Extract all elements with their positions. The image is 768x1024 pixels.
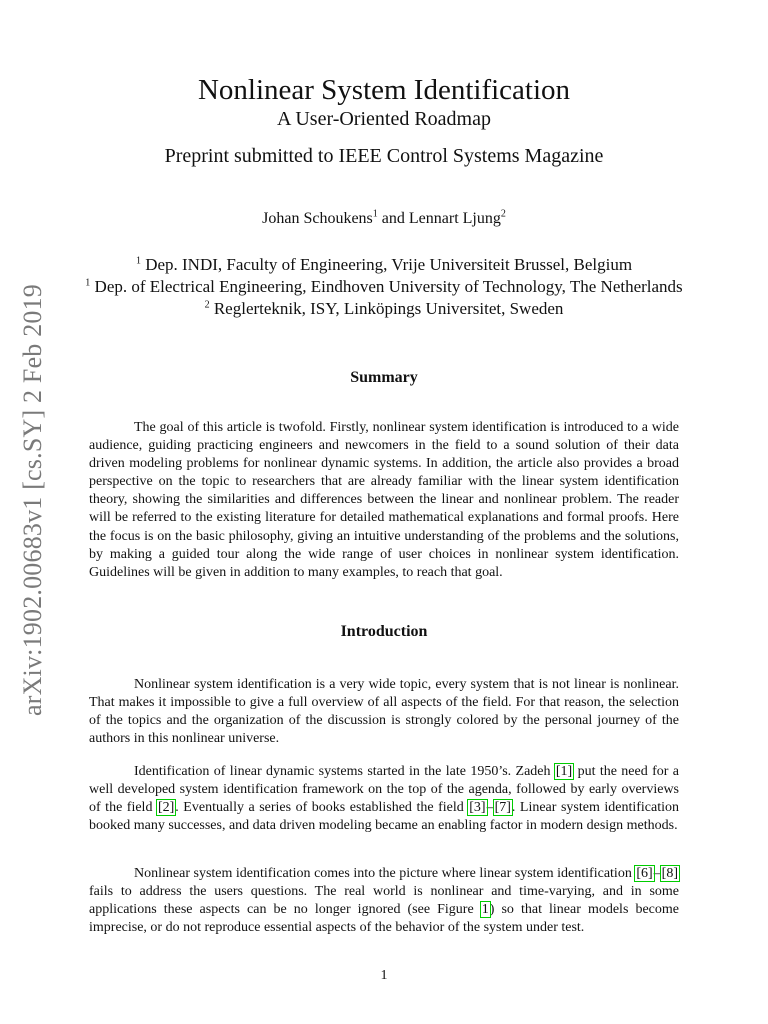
paragraph-text: Identification of linear dynamic systems started in the late 1950’s. Zadeh bbox=[134, 764, 555, 779]
intro-paragraph: Nonlinear system identification is a very wide topic, every system that is not linear is nonlinear. That makes it impossible to give a full overview of all aspects of the field. For that reason, the selection of the topics and the organization of the discussion is strongly colored by the personal journey of the authors in this nonlinear universe. bbox=[89, 677, 679, 747]
author-name: Johan Schoukens bbox=[262, 210, 373, 227]
affiliation-marker: 1 bbox=[135, 255, 141, 267]
preprint-note: Preprint submitted to IEEE Control Systems Magazine bbox=[164, 145, 604, 167]
arxiv-identifier: arXiv:1902.00683v1 [cs.SY] 2 Feb 2019 bbox=[18, 283, 47, 717]
introduction-heading: Introduction bbox=[340, 623, 428, 640]
intro-paragraph bbox=[89, 763, 679, 835]
summary-heading: Summary bbox=[350, 369, 418, 386]
page-number: 1 bbox=[380, 968, 388, 983]
figure-reference-link[interactable]: 1 bbox=[481, 902, 489, 918]
citation-link[interactable]: [6] bbox=[636, 866, 653, 881]
paper-subtitle: A User-Oriented Roadmap bbox=[277, 108, 491, 130]
author-connector: and bbox=[377, 210, 409, 227]
affiliation-text: Reglerteknik, ISY, Linköpings Universitet, Sweden bbox=[209, 299, 564, 318]
affiliation bbox=[0, 277, 768, 297]
citation-link[interactable]: [1] bbox=[555, 764, 573, 779]
paragraph-text: – bbox=[653, 866, 661, 881]
paragraph-text: put the need for a well developed system identification framework on the top of the agenda, followed by early overviews of the field bbox=[89, 764, 679, 816]
citation-link[interactable]: [7] bbox=[494, 800, 511, 816]
affiliation-marker: 1 bbox=[372, 208, 378, 220]
paragraph-text: – bbox=[486, 800, 494, 816]
author-line bbox=[0, 210, 768, 228]
affiliation-marker: 1 bbox=[85, 277, 91, 289]
affiliation-text: Dep. of Electrical Engineering, Eindhoven University of Technology, The Netherlands bbox=[90, 277, 683, 296]
author-name: Lennart Ljung bbox=[408, 210, 501, 227]
paragraph-text: . Eventually a series of books established the field bbox=[175, 800, 469, 816]
affiliation-text: Dep. INDI, Faculty of Engineering, Vrije Universiteit Brussel, Belgium bbox=[140, 255, 633, 274]
summary-paragraph: The goal of this article is twofold. Firstly, nonlinear system identification is introduced to a wide audience, guiding practicing engineers and newcomers in the field to a sound solution of their data driven modeling problems for nonlinear dynamic systems. In addition, the article also provides a broad perspective on the topic to researchers that are already familiar with the linear system identification theory, showing the similarities and differences between the linear and nonlinear problem. The reader will be referred to the existing literature for detailed mathematical explanations and formal proofs. Here the focus is on the basic philosophy, giving an intuitive understanding of the problems and the solutions, by making a guided tour along the wide range of user choices in nonlinear system identification. Guidelines will be given in addition to many examples, to reach that goal. bbox=[89, 420, 679, 580]
citation-link[interactable]: [3] bbox=[469, 800, 486, 816]
paragraph-text: fails to address the users questions. The real world is nonlinear and time-varying, and in some applications these aspects can be no longer ignored (see Figure bbox=[89, 884, 679, 918]
paragraph-text: ) so that linear models become imprecise, or do not reproduce essential aspects of the behavior of the system under test. bbox=[89, 902, 679, 936]
paper-title: Nonlinear System Identification bbox=[197, 74, 571, 106]
affiliation bbox=[0, 255, 768, 275]
affiliation-marker: 2 bbox=[500, 208, 506, 220]
affiliation bbox=[0, 299, 768, 319]
paragraph-text: Nonlinear system identification comes into the picture where linear system identification bbox=[134, 866, 636, 881]
affiliation-marker: 2 bbox=[204, 299, 210, 311]
paragraph-text: . Linear system identification booked many successes, and data driven modeling became an enabling factor in modern design methods. bbox=[89, 800, 679, 834]
citation-link[interactable]: [2] bbox=[157, 800, 175, 816]
citation-link[interactable]: [8] bbox=[661, 866, 678, 881]
intro-paragraph bbox=[89, 865, 679, 937]
